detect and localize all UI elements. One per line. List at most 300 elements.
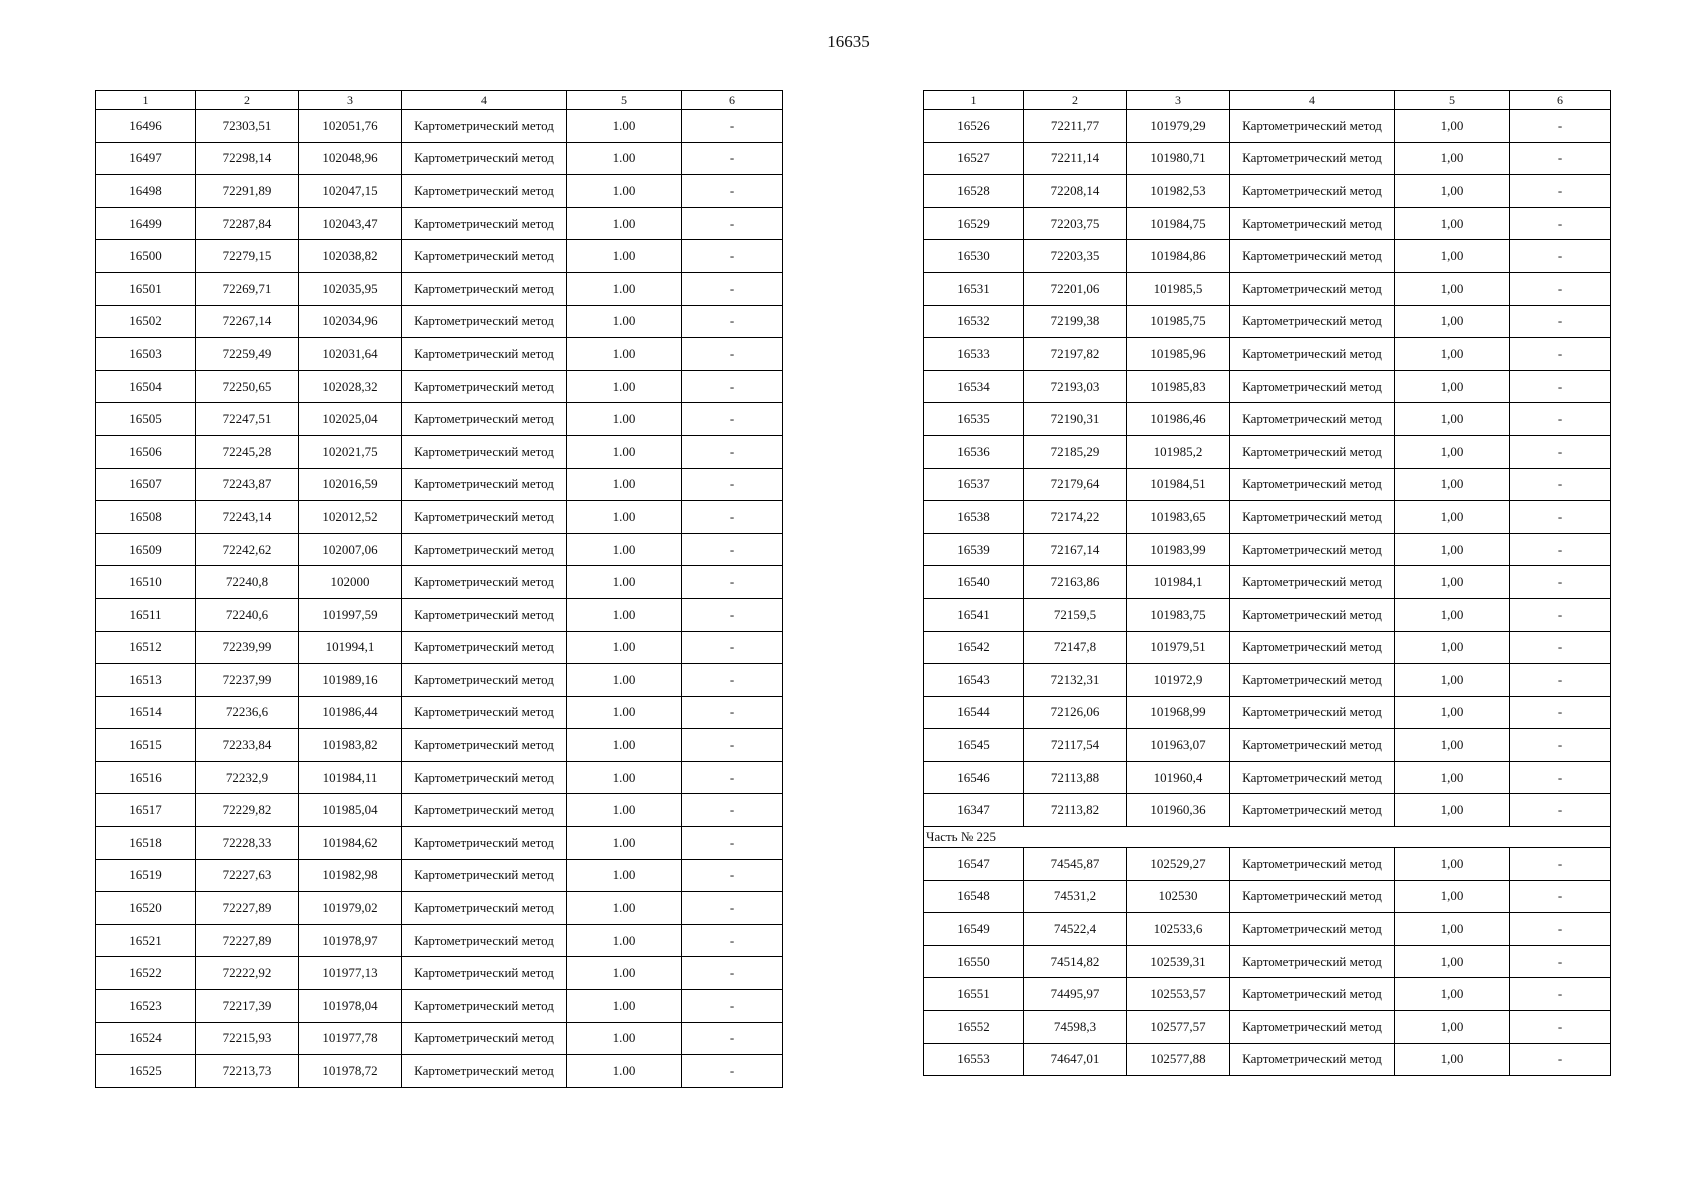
method-cell: Картометрический метод [1230, 913, 1395, 946]
point-number-cell: 16552 [924, 1011, 1024, 1044]
note-cell: - [682, 207, 783, 240]
note-cell: - [682, 435, 783, 468]
accuracy-cell: 1.00 [567, 924, 682, 957]
x-coordinate-cell: 72243,87 [196, 468, 299, 501]
accuracy-cell: 1.00 [567, 338, 682, 371]
table-row [96, 729, 783, 762]
point-number-cell: 16507 [96, 468, 196, 501]
x-coordinate-cell: 72179,64 [1024, 468, 1127, 501]
note-cell: - [682, 110, 783, 143]
table-row [96, 240, 783, 273]
accuracy-cell: 1.00 [567, 1055, 682, 1088]
point-number-cell: 16520 [96, 892, 196, 925]
note-cell: - [1510, 207, 1611, 240]
method-cell: Картометрический метод [402, 892, 567, 925]
accuracy-cell: 1.00 [567, 794, 682, 827]
method-cell: Картометрический метод [402, 272, 567, 305]
right-table-body [924, 110, 1611, 827]
method-cell: Картометрический метод [1230, 468, 1395, 501]
y-coordinate-cell: 101977,78 [299, 1022, 402, 1055]
accuracy-cell: 1.00 [567, 827, 682, 860]
accuracy-cell: 1.00 [567, 696, 682, 729]
note-cell: - [682, 729, 783, 762]
note-cell: - [682, 859, 783, 892]
method-cell: Картометрический метод [402, 827, 567, 860]
column-header: 2 [196, 91, 299, 110]
method-cell: Картометрический метод [1230, 110, 1395, 143]
table-row [924, 664, 1611, 697]
point-number-cell: 16497 [96, 142, 196, 175]
point-number-cell: 16539 [924, 533, 1024, 566]
y-coordinate-cell: 101985,75 [1127, 305, 1230, 338]
table-row [924, 631, 1611, 664]
accuracy-cell: 1.00 [567, 110, 682, 143]
accuracy-cell: 1.00 [567, 533, 682, 566]
y-coordinate-cell: 102028,32 [299, 370, 402, 403]
table-row [924, 468, 1611, 501]
x-coordinate-cell: 72167,14 [1024, 533, 1127, 566]
table-row [96, 892, 783, 925]
table-row [924, 913, 1611, 946]
y-coordinate-cell: 102051,76 [299, 110, 402, 143]
header-row [924, 91, 1611, 110]
point-number-cell: 16515 [96, 729, 196, 762]
y-coordinate-cell: 101963,07 [1127, 729, 1230, 762]
page-number: 16635 [827, 32, 870, 51]
x-coordinate-cell: 72208,14 [1024, 175, 1127, 208]
note-cell: - [682, 305, 783, 338]
note-cell: - [1510, 338, 1611, 371]
table-row [96, 403, 783, 436]
x-coordinate-cell: 72211,77 [1024, 110, 1127, 143]
table-row [924, 1011, 1611, 1044]
method-cell: Картометрический метод [402, 240, 567, 273]
accuracy-cell: 1,00 [1395, 696, 1510, 729]
x-coordinate-cell: 72267,14 [196, 305, 299, 338]
accuracy-cell: 1,00 [1395, 435, 1510, 468]
accuracy-cell: 1,00 [1395, 913, 1510, 946]
point-number-cell: 16506 [96, 435, 196, 468]
method-cell: Картометрический метод [402, 175, 567, 208]
y-coordinate-cell: 102007,06 [299, 533, 402, 566]
x-coordinate-cell: 72303,51 [196, 110, 299, 143]
x-coordinate-cell: 72236,6 [196, 696, 299, 729]
accuracy-cell: 1.00 [567, 892, 682, 925]
x-coordinate-cell: 72291,89 [196, 175, 299, 208]
y-coordinate-cell: 102577,88 [1127, 1043, 1230, 1076]
y-coordinate-cell: 101984,75 [1127, 207, 1230, 240]
accuracy-cell: 1,00 [1395, 501, 1510, 534]
y-coordinate-cell: 101984,62 [299, 827, 402, 860]
method-cell: Картометрический метод [1230, 880, 1395, 913]
accuracy-cell: 1,00 [1395, 598, 1510, 631]
column-header: 2 [1024, 91, 1127, 110]
table-row [96, 924, 783, 957]
accuracy-cell: 1,00 [1395, 175, 1510, 208]
table-row [924, 880, 1611, 913]
method-cell: Картометрический метод [1230, 631, 1395, 664]
method-cell: Картометрический метод [1230, 696, 1395, 729]
accuracy-cell: 1.00 [567, 240, 682, 273]
x-coordinate-cell: 72147,8 [1024, 631, 1127, 664]
point-number-cell: 16536 [924, 435, 1024, 468]
note-cell: - [1510, 142, 1611, 175]
y-coordinate-cell: 101983,75 [1127, 598, 1230, 631]
method-cell: Картометрический метод [1230, 761, 1395, 794]
method-cell: Картометрический метод [402, 1055, 567, 1088]
table-row [96, 631, 783, 664]
accuracy-cell: 1,00 [1395, 729, 1510, 762]
y-coordinate-cell: 101979,02 [299, 892, 402, 925]
note-cell: - [1510, 240, 1611, 273]
point-number-cell: 16550 [924, 945, 1024, 978]
x-coordinate-cell: 72279,15 [196, 240, 299, 273]
note-cell: - [682, 175, 783, 208]
table-row [924, 338, 1611, 371]
x-coordinate-cell: 72232,9 [196, 761, 299, 794]
x-coordinate-cell: 72213,73 [196, 1055, 299, 1088]
section-label: Часть № 225 [924, 827, 1611, 848]
accuracy-cell: 1.00 [567, 435, 682, 468]
note-cell: - [682, 338, 783, 371]
note-cell: - [682, 566, 783, 599]
table-row [96, 435, 783, 468]
x-coordinate-cell: 72215,93 [196, 1022, 299, 1055]
y-coordinate-cell: 102539,31 [1127, 945, 1230, 978]
point-number-cell: 16505 [96, 403, 196, 436]
point-number-cell: 16538 [924, 501, 1024, 534]
note-cell: - [682, 272, 783, 305]
note-cell: - [682, 957, 783, 990]
method-cell: Картометрический метод [402, 859, 567, 892]
x-coordinate-cell: 72287,84 [196, 207, 299, 240]
x-coordinate-cell: 72126,06 [1024, 696, 1127, 729]
table-row [924, 761, 1611, 794]
x-coordinate-cell: 74495,97 [1024, 978, 1127, 1011]
point-number-cell: 16537 [924, 468, 1024, 501]
x-coordinate-cell: 72243,14 [196, 501, 299, 534]
accuracy-cell: 1,00 [1395, 338, 1510, 371]
y-coordinate-cell: 102031,64 [299, 338, 402, 371]
y-coordinate-cell: 101984,51 [1127, 468, 1230, 501]
note-cell: - [682, 142, 783, 175]
note-cell: - [682, 696, 783, 729]
y-coordinate-cell: 101982,53 [1127, 175, 1230, 208]
table-row [96, 305, 783, 338]
column-header: 1 [96, 91, 196, 110]
accuracy-cell: 1,00 [1395, 631, 1510, 664]
x-coordinate-cell: 74522,4 [1024, 913, 1127, 946]
table-row [924, 1043, 1611, 1076]
point-number-cell: 16519 [96, 859, 196, 892]
table-row [924, 978, 1611, 1011]
point-number-cell: 16546 [924, 761, 1024, 794]
table-row [96, 761, 783, 794]
section-row-group [924, 827, 1611, 848]
note-cell: - [682, 370, 783, 403]
accuracy-cell: 1.00 [567, 631, 682, 664]
method-cell: Картометрический метод [402, 924, 567, 957]
note-cell: - [1510, 272, 1611, 305]
method-cell: Картометрический метод [402, 305, 567, 338]
point-number-cell: 16547 [924, 848, 1024, 881]
method-cell: Картометрический метод [402, 142, 567, 175]
method-cell: Картометрический метод [402, 501, 567, 534]
method-cell: Картометрический метод [402, 631, 567, 664]
y-coordinate-cell: 101978,97 [299, 924, 402, 957]
method-cell: Картометрический метод [1230, 403, 1395, 436]
table-row [924, 403, 1611, 436]
point-number-cell: 16540 [924, 566, 1024, 599]
point-number-cell: 16511 [96, 598, 196, 631]
note-cell: - [1510, 110, 1611, 143]
method-cell: Картометрический метод [1230, 305, 1395, 338]
note-cell: - [1510, 664, 1611, 697]
y-coordinate-cell: 101997,59 [299, 598, 402, 631]
table-row [96, 566, 783, 599]
accuracy-cell: 1,00 [1395, 403, 1510, 436]
table-row [924, 945, 1611, 978]
y-coordinate-cell: 102048,96 [299, 142, 402, 175]
x-coordinate-cell: 72174,22 [1024, 501, 1127, 534]
accuracy-cell: 1,00 [1395, 978, 1510, 1011]
note-cell: - [1510, 945, 1611, 978]
x-coordinate-cell: 72228,33 [196, 827, 299, 860]
y-coordinate-cell: 102025,04 [299, 403, 402, 436]
coordinates-table-right [923, 90, 1611, 1076]
note-cell: - [682, 468, 783, 501]
y-coordinate-cell: 102035,95 [299, 272, 402, 305]
table-row [924, 533, 1611, 566]
point-number-cell: 16528 [924, 175, 1024, 208]
accuracy-cell: 1,00 [1395, 240, 1510, 273]
method-cell: Картометрический метод [1230, 978, 1395, 1011]
point-number-cell: 16499 [96, 207, 196, 240]
table-row [924, 435, 1611, 468]
table-row [96, 110, 783, 143]
column-header: 5 [567, 91, 682, 110]
note-cell: - [1510, 501, 1611, 534]
table-row [924, 207, 1611, 240]
table-row [924, 729, 1611, 762]
y-coordinate-cell: 101986,46 [1127, 403, 1230, 436]
note-cell: - [682, 990, 783, 1023]
note-cell: - [682, 664, 783, 697]
table-row [924, 175, 1611, 208]
note-cell: - [1510, 696, 1611, 729]
y-coordinate-cell: 102529,27 [1127, 848, 1230, 881]
y-coordinate-cell: 101972,9 [1127, 664, 1230, 697]
table-row [96, 827, 783, 860]
point-number-cell: 16514 [96, 696, 196, 729]
point-number-cell: 16533 [924, 338, 1024, 371]
method-cell: Картометрический метод [1230, 848, 1395, 881]
header-row [96, 91, 783, 110]
accuracy-cell: 1,00 [1395, 566, 1510, 599]
y-coordinate-cell: 101983,82 [299, 729, 402, 762]
column-header: 4 [402, 91, 567, 110]
point-number-cell: 16504 [96, 370, 196, 403]
x-coordinate-cell: 72247,51 [196, 403, 299, 436]
method-cell: Картометрический метод [1230, 240, 1395, 273]
y-coordinate-cell: 101994,1 [299, 631, 402, 664]
note-cell: - [682, 827, 783, 860]
note-cell: - [1510, 598, 1611, 631]
note-cell: - [682, 1022, 783, 1055]
x-coordinate-cell: 74598,3 [1024, 1011, 1127, 1044]
method-cell: Картометрический метод [402, 696, 567, 729]
accuracy-cell: 1.00 [567, 501, 682, 534]
table-row [924, 848, 1611, 881]
y-coordinate-cell: 102553,57 [1127, 978, 1230, 1011]
y-coordinate-cell: 102530 [1127, 880, 1230, 913]
x-coordinate-cell: 72193,03 [1024, 370, 1127, 403]
accuracy-cell: 1.00 [567, 272, 682, 305]
note-cell: - [682, 501, 783, 534]
accuracy-cell: 1.00 [567, 957, 682, 990]
note-cell: - [682, 598, 783, 631]
method-cell: Картометрический метод [1230, 533, 1395, 566]
x-coordinate-cell: 72233,84 [196, 729, 299, 762]
x-coordinate-cell: 72199,38 [1024, 305, 1127, 338]
accuracy-cell: 1.00 [567, 990, 682, 1023]
table-row [96, 370, 783, 403]
accuracy-cell: 1.00 [567, 468, 682, 501]
note-cell: - [682, 631, 783, 664]
method-cell: Картометрический метод [402, 533, 567, 566]
table-row [924, 598, 1611, 631]
method-cell: Картометрический метод [402, 566, 567, 599]
method-cell: Картометрический метод [402, 794, 567, 827]
method-cell: Картометрический метод [402, 403, 567, 436]
column-header: 6 [1510, 91, 1611, 110]
accuracy-cell: 1.00 [567, 142, 682, 175]
point-number-cell: 16525 [96, 1055, 196, 1088]
accuracy-cell: 1,00 [1395, 880, 1510, 913]
x-coordinate-cell: 72227,89 [196, 924, 299, 957]
point-number-cell: 16516 [96, 761, 196, 794]
note-cell: - [682, 892, 783, 925]
method-cell: Картометрический метод [1230, 370, 1395, 403]
x-coordinate-cell: 72222,92 [196, 957, 299, 990]
x-coordinate-cell: 74545,87 [1024, 848, 1127, 881]
note-cell: - [682, 240, 783, 273]
accuracy-cell: 1,00 [1395, 272, 1510, 305]
point-number-cell: 16523 [96, 990, 196, 1023]
method-cell: Картометрический метод [402, 729, 567, 762]
point-number-cell: 16500 [96, 240, 196, 273]
accuracy-cell: 1,00 [1395, 142, 1510, 175]
method-cell: Картометрический метод [402, 957, 567, 990]
x-coordinate-cell: 72203,75 [1024, 207, 1127, 240]
accuracy-cell: 1.00 [567, 729, 682, 762]
point-number-cell: 16551 [924, 978, 1024, 1011]
table-row [96, 1022, 783, 1055]
point-number-cell: 16510 [96, 566, 196, 599]
accuracy-cell: 1,00 [1395, 533, 1510, 566]
x-coordinate-cell: 72197,82 [1024, 338, 1127, 371]
y-coordinate-cell: 101982,98 [299, 859, 402, 892]
table-row [96, 1055, 783, 1088]
accuracy-cell: 1.00 [567, 761, 682, 794]
column-header: 3 [1127, 91, 1230, 110]
point-number-cell: 16545 [924, 729, 1024, 762]
method-cell: Картометрический метод [402, 468, 567, 501]
point-number-cell: 16347 [924, 794, 1024, 827]
note-cell: - [1510, 1011, 1611, 1044]
point-number-cell: 16534 [924, 370, 1024, 403]
method-cell: Картометрический метод [1230, 664, 1395, 697]
accuracy-cell: 1,00 [1395, 110, 1510, 143]
note-cell: - [1510, 566, 1611, 599]
table-row [96, 533, 783, 566]
table-row [924, 272, 1611, 305]
table-row [96, 207, 783, 240]
y-coordinate-cell: 101985,5 [1127, 272, 1230, 305]
x-coordinate-cell: 72113,82 [1024, 794, 1127, 827]
accuracy-cell: 1,00 [1395, 664, 1510, 697]
x-coordinate-cell: 72203,35 [1024, 240, 1127, 273]
point-number-cell: 16508 [96, 501, 196, 534]
x-coordinate-cell: 72240,8 [196, 566, 299, 599]
method-cell: Картометрический метод [402, 207, 567, 240]
method-cell: Картометрический метод [1230, 175, 1395, 208]
method-cell: Картометрический метод [1230, 435, 1395, 468]
y-coordinate-cell: 101985,2 [1127, 435, 1230, 468]
y-coordinate-cell: 102016,59 [299, 468, 402, 501]
accuracy-cell: 1,00 [1395, 1043, 1510, 1076]
point-number-cell: 16549 [924, 913, 1024, 946]
y-coordinate-cell: 101979,29 [1127, 110, 1230, 143]
table-row [96, 859, 783, 892]
note-cell: - [1510, 533, 1611, 566]
y-coordinate-cell: 101985,96 [1127, 338, 1230, 371]
point-number-cell: 16553 [924, 1043, 1024, 1076]
table-row [924, 794, 1611, 827]
table-row [96, 142, 783, 175]
y-coordinate-cell: 101978,04 [299, 990, 402, 1023]
note-cell: - [1510, 370, 1611, 403]
table-row [924, 370, 1611, 403]
column-header: 3 [299, 91, 402, 110]
y-coordinate-cell: 101984,11 [299, 761, 402, 794]
table-row [96, 272, 783, 305]
column-header: 4 [1230, 91, 1395, 110]
note-cell: - [1510, 880, 1611, 913]
point-number-cell: 16535 [924, 403, 1024, 436]
section-row [924, 827, 1611, 848]
accuracy-cell: 1,00 [1395, 794, 1510, 827]
right-table-body-section [924, 848, 1611, 1076]
table-row [924, 696, 1611, 729]
method-cell: Картометрический метод [402, 110, 567, 143]
table-row [96, 338, 783, 371]
point-number-cell: 16527 [924, 142, 1024, 175]
note-cell: - [1510, 729, 1611, 762]
method-cell: Картометрический метод [1230, 794, 1395, 827]
note-cell: - [1510, 848, 1611, 881]
table-row [96, 501, 783, 534]
y-coordinate-cell: 102577,57 [1127, 1011, 1230, 1044]
note-cell: - [1510, 1043, 1611, 1076]
table-row [96, 957, 783, 990]
x-coordinate-cell: 72190,31 [1024, 403, 1127, 436]
note-cell: - [682, 533, 783, 566]
note-cell: - [1510, 403, 1611, 436]
y-coordinate-cell: 101984,1 [1127, 566, 1230, 599]
point-number-cell: 16530 [924, 240, 1024, 273]
point-number-cell: 16498 [96, 175, 196, 208]
